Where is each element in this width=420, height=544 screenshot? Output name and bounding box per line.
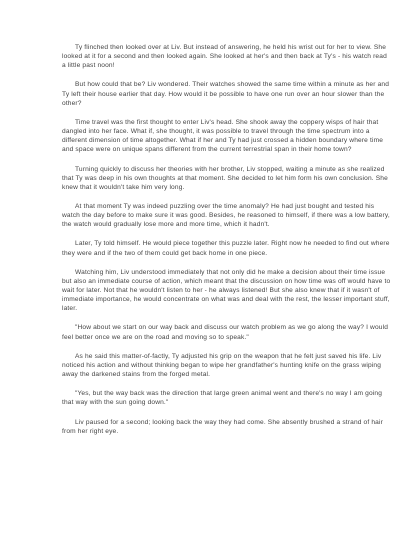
paragraph: At that moment Ty was indeed puzzling over the time anomaly? He had just bought and tested his watch the day before to make sure it was good. Besides, he reasoned to himself, if there was a low battery, the watch would gradually lose more and more time, which it hadn't. <box>62 202 390 229</box>
paragraph: Watching him, Liv understood immediately that not only did he make a decision about their time issue but also an immediate course of action, which meant that the discussion on how time was off would have to wait for later. Not that he wouldn't listen to her - he always listened! But she also knew that if it wasn't of immediate importance, he would concentrate on what was and deal with the rest, the lesser important stuff, later. <box>62 268 391 313</box>
story-text <box>62 43 392 436</box>
paragraph: "Yes, but the way back was the direction that large green animal went and there's no way I am going that way with the sun going down." <box>62 390 383 407</box>
paragraph: Turning quickly to discuss her theories with her brother, Liv stopped, waiting a minute as she realized that Ty was deep in his own thoughts at that moment. She decided to let him form his own conclusion. She knew that it wouldn't take him very long. <box>62 165 388 191</box>
paragraph: Later, Ty told himself. He would piece together this puzzle later. Right now he needed to find out where they were and if the two of them could get back home in one piece. <box>62 240 390 257</box>
paragraph: "How about we start on our way back and discuss our watch problem as we go along the way? I would feel better once we are on the road and moving so to speak." <box>62 324 389 341</box>
paragraph: Liv paused for a second; looking back the way they had come. She absently brushed a strand of hair from her right eye. <box>62 418 383 435</box>
paragraph: Time travel was the first thought to enter Liv's head. She shook away the coppery wisps of hair that dangled into her face. What if, she thought, it was possible to travel through the time spectrum into a different dimension of time altogether. What if her and Ty had just crossed a hidden boundary where time and space were on unique spans different from the current terrestrial span in their home town? <box>62 118 384 154</box>
paragraph: But how could that be? Liv wondered. Their watches showed the same time within a minute as her and Ty left their house earlier that day. How would it be possible to have one run over an hour slower than the other? <box>62 81 390 107</box>
paragraph: As he said this matter-of-factly, Ty adjusted his grip on the weapon that he felt just saved his life. Liv noticed his action and without thinking began to wipe her grandfather's hunting knife on the grass wiping away the darkened stains from the forged metal. <box>62 352 382 379</box>
paragraph: Ty flinched then looked over at Liv. But instead of answering, he held his wrist out for her to view. She looked at it for a second and then looked again. She looked at her's and then back at Ty's - his watch read a little past noon! <box>62 44 387 70</box>
